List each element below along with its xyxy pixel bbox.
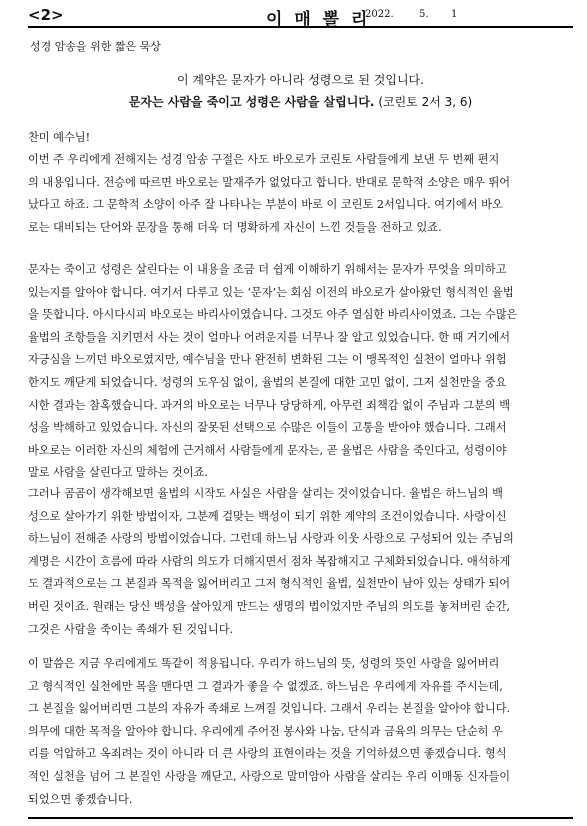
paragraph-line: 성을 박해하고 있었습니다. 자신의 잘못된 선택으로 수많은 이들이 고통을 받아야 했습니다. 그래서 [28,421,507,435]
paragraph-line: 적인 실천을 넘어 그 본질인 사랑을 깨닫고, 사랑으로 말미암아 사람을 살리는 우리 이매동 신자들이 [28,769,511,783]
paragraph-line: 났다고 하죠. 그 문학적 소양이 아주 잘 나타나는 부분이 바로 이 코린토 2서입니다. 여기에서 바오 [28,198,503,212]
paragraph-line: 있는지를 알아야 합니다. 여기서 다루고 있는 ‘문자’는 회심 이전의 바오로가 살아왔던 형식적인 율법 [28,285,514,299]
header-rule [28,26,573,28]
page-number: <2> [28,6,64,24]
paragraph-line: 을 뜻합니다. 아시다시피 바오로는 바리사이였습니다. 그것도 아주 열심한 바리사이였죠. 그는 수많은 [28,308,518,322]
paragraph-line: 바오로는 이러한 자신의 체험에 근거해서 사람들에게 문자는, 곧 율법은 사람을 죽인다고, 성령이야 [28,443,507,457]
paragraph-line: 문자는 죽이고 성령은 살린다는 이 내용을 조금 더 쉽게 이해하기 위해서는 문자가 무엇을 의미하고 [28,263,507,276]
paragraph-line: 이 말씀은 지금 우리에게도 똑같이 적용됩니다. 우리가 하느님의 뜻, 성령의 뜻인 사랑을 잃어버리 [28,657,500,670]
paragraph-line: 말로 사람을 살린다고 말하는 것이죠. [28,466,208,480]
paragraph-line: 계명은 시간이 흐름에 따라 사람의 의도가 더해지면서 점차 복잡해지고 구체화되었습니다. 애석하게 [28,554,511,568]
paragraph-line: 의 내용입니다. 전승에 따르면 바오로는 말재주가 없었다고 합니다. 반대로 문학적 소양은 매우 뛰어 [28,175,511,189]
paragraph-line: 도 결과적으로는 그 본질과 목적을 잃어버리고 그저 형식적인 율법, 실천만이 남아 있는 상태가 되어 [28,577,511,591]
paragraph-line: 버린 것이죠. 원래는 당신 백성을 살아있게 만드는 생명의 법이었지만 주님의 의도를 놓쳐버린 순간, [28,599,511,613]
verse-key-phrase: 문자는 사람을 죽이고 성령은 사람을 살립니다. [128,95,375,109]
verse-line-1: 이 계약은 문자가 아니라 성령으로 된 것입니다. [177,73,424,87]
date-day: 1 [451,9,458,20]
verse-reference: (코린토 2서 3, 6) [378,95,473,109]
paragraph-4 [28,653,573,811]
issue-date [365,9,457,20]
paragraph-1 [28,149,573,239]
paragraph-line: 의무에 대한 목적을 알아야 합니다. 우리에게 주어진 봉사와 나눔, 단식과 금육의 의무는 단순히 우 [28,724,503,738]
section-subtitle: 성경 암송을 위한 짧은 묵상 [30,40,161,53]
paragraph-line: 되었으면 좋겠습니다. [28,792,133,806]
paragraph-3 [28,483,573,641]
paragraph-line: 그 본질을 잃어버리면 그분의 자유가 족쇄로 느껴질 것입니다. 그래서 우리는 본질을 알아야 합니다. [28,702,511,716]
greeting: 찬미 예수님! [28,131,91,144]
paragraph-line: 그러나 곰곰이 생각해보면 율법의 시작도 사실은 사람을 살리는 것이었습니다. 율법은 하느님의 백 [28,487,503,500]
paragraph-line: 자긍심을 느끼던 바오로였지만, 예수님을 만나 완전히 변화된 그는 이 맹목적인 실천이 얼마나 위험 [28,353,507,367]
paragraph-line: 그것은 사람을 죽이는 족쇄가 된 것입니다. [28,622,234,636]
paragraph-line: 고 형식적인 실천에만 목을 맨다면 그 결과가 좋을 수 없겠죠. 하느님은 우리에게 자유를 주시는데, [28,679,503,693]
paragraph-2 [28,259,573,485]
paragraph-line: 이번 주 우리에게 전해지는 성경 암송 구절은 사도 바오로가 코린토 사람들에게 보낸 두 번째 편지 [28,153,500,166]
paragraph-line: 로는 대비되는 단어와 문장을 통해 더욱 더 명확하게 자신이 느낀 것들을 전하고 있죠. [28,220,442,234]
paragraph-line: 율법의 조항들을 지키면서 사는 것이 얼마나 어려운지를 너무나 잘 알고 있었습니다. 한 때 거기에서 [28,330,511,344]
date-year: 2022. [365,9,394,20]
date-month: 5. [419,9,429,20]
bulletin-header [28,6,573,28]
paragraph-line: 한지도 깨닫게 되었습니다. 성령의 도우심 없이, 율법의 본질에 대한 고민 없이, 그저 실천만을 중요 [28,375,507,389]
bulletin-title: 이 매 뽈 리 [266,10,371,30]
paragraph-line: 성으로 살아가기 위한 방법이자, 그분께 걸맞는 백성이 되기 위한 계약의 조건이었습니다. 사랑이신 [28,509,507,523]
paragraph-line: 리를 억압하고 옥죄려는 것이 아니라 더 큰 사랑의 표현이라는 것을 기억하셨으면 좋겠습니다. 형식 [28,747,507,761]
verse-line-2 [28,93,573,110]
paragraph-line: 하느님이 전해준 사랑의 방법이었습니다. 그런데 하느님 사랑과 이웃 사랑으로 구성되어 있는 주님의 [28,532,514,546]
footer-rule [28,817,573,819]
paragraph-line: 시한 결과는 참혹했습니다. 과거의 바오로는 너무나 당당하게, 아무런 죄책감 없이 주님과 그분의 백 [28,398,511,412]
